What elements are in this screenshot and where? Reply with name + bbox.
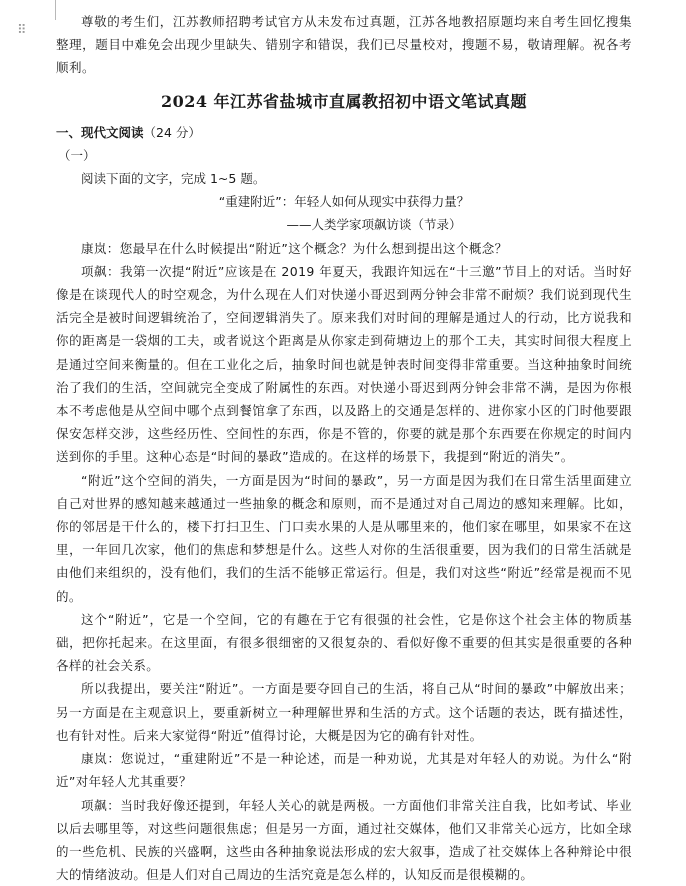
section-heading (56, 121, 632, 144)
paragraph: 康岚：您最早在什么时候提出“附近”这个概念？为什么想到提出这个概念？ (56, 237, 632, 260)
section-heading-label: 一、现代文阅读 (56, 125, 144, 140)
article-body (56, 237, 632, 886)
intro-notice: 尊敬的考生们，江苏教师招聘考试官方从未发布过真题，江苏各地教招原题均来自考生回忆搜集整理，题目中难免会出现少里缺失、错别字和错误，我们已尽量校对，搜题不易，敬请理解。祝各考顺利。 (56, 10, 632, 80)
paragraph: 所以我提出，要关注“附近”。一方面是要夺回自己的生活，将自己从“时间的暴政”中解放出来；另一方面是在主观意识上，要重新树立一种理解世界和生活的方式。这个话题的表达，既有描述性，也有针对性。后来大家觉得“附近”值得讨论，大概是因为它的确有针对性。 (56, 677, 632, 747)
paragraph: 这个“附近”，它是一个空间，它的有趣在于它有很强的社会性，它是你这个社会主体的物质基础，把你托起来。在这里面，有很多很细密的又很复杂的、看似好像不重要的但其实是很重要的各种各样的社会关系。 (56, 608, 632, 678)
document-title: 2024 年江苏省盐城市直属教招初中语文笔试真题 (56, 90, 632, 114)
subsection-label: （一） (56, 144, 632, 167)
paragraph: 项飙：当时我好像还提到，年轻人关心的就是两极。一方面他们非常关注自我，比如考试、毕业以后去哪里等，对这些问题很焦虑；但是另一方面，通过社交媒体，他们又非常关心远方，比如全球的一些危机、民族的兴盛啊，这些由各种抽象说法形成的宏大叙事，造成了社交媒体上各种辩论中很大的情绪波动。但是人们对自己周边的生活究竟是怎么样的，认知反而是很模糊的。 (56, 794, 632, 886)
document-page (56, 10, 632, 886)
reading-instruction: 阅读下面的文字，完成 1~5 题。 (56, 167, 632, 190)
article-title: “重建附近”：年轻人如何从现实中获得力量？ (56, 190, 632, 213)
drag-handle-icon[interactable]: ⠿ (17, 24, 26, 37)
paragraph: 项飙：我第一次提“附近”应该是在 2019 年夏天，我跟许知远在“十三邀”节目上的对话。当时好像是在谈现代人的时空观念，为什么现在人们对快递小哥迟到两分钟会非常不耐烦？我们说到现代生活完全是被时间逻辑统治了，空间逻辑消失了。原来我们对时间的理解是通过人的行动，比方说我和你的距离是一袋烟的工夫，或者说这个距离是从你家走到荷塘边上的那个工夫，其实时间很大程度上是通过空间来衡量的。但在工业化之后，抽象时间也就是钟表时间变得非常重要。当这种抽象时间统治了我们的生活，空间就完全变成了附属性的东西。对快递小哥迟到两分钟会非常不满，是因为你根本不考虑他是从空间中哪个点到餐馆拿了东西，以及路上的交通是怎样的、进你家小区的门时他要跟保安怎样交涉，这些经历性、空间性的东西，你是不管的，你要的就是那个东西要在你规定的时间内送到你的手里。这种心态是“时间的暴政”造成的。在这样的场景下，我提到“附近的消失”。 (56, 260, 632, 469)
paragraph: 康岚：您说过，“重建附近”不是一种论述，而是一种劝说，尤其是对年轻人的劝说。为什么“附近”对年轻人尤其重要？ (56, 747, 632, 793)
section-score: （24 分） (144, 125, 201, 140)
article-subtitle: ——人类学家项飙访谈（节录） (56, 213, 632, 236)
paragraph: “附近”这个空间的消失，一方面是因为“时间的暴政”，另一方面是因为我们在日常生活里面建立自己对世界的感知越来越通过一些抽象的概念和原则，而不是通过对自己周边的感知来理解。比如，你的邻居是干什么的，楼下打扫卫生、门口卖水果的人是从哪里来的，他们家在哪里，如果家不在这里，一年回几次家，他们的焦虑和梦想是什么。这些人对你的生活很重要，因为我们的日常生活就是由他们来组织的，没有他们，我们的生活不能够正常运行。但是，我们对这些“附近”经常是视而不见的。 (56, 469, 632, 608)
